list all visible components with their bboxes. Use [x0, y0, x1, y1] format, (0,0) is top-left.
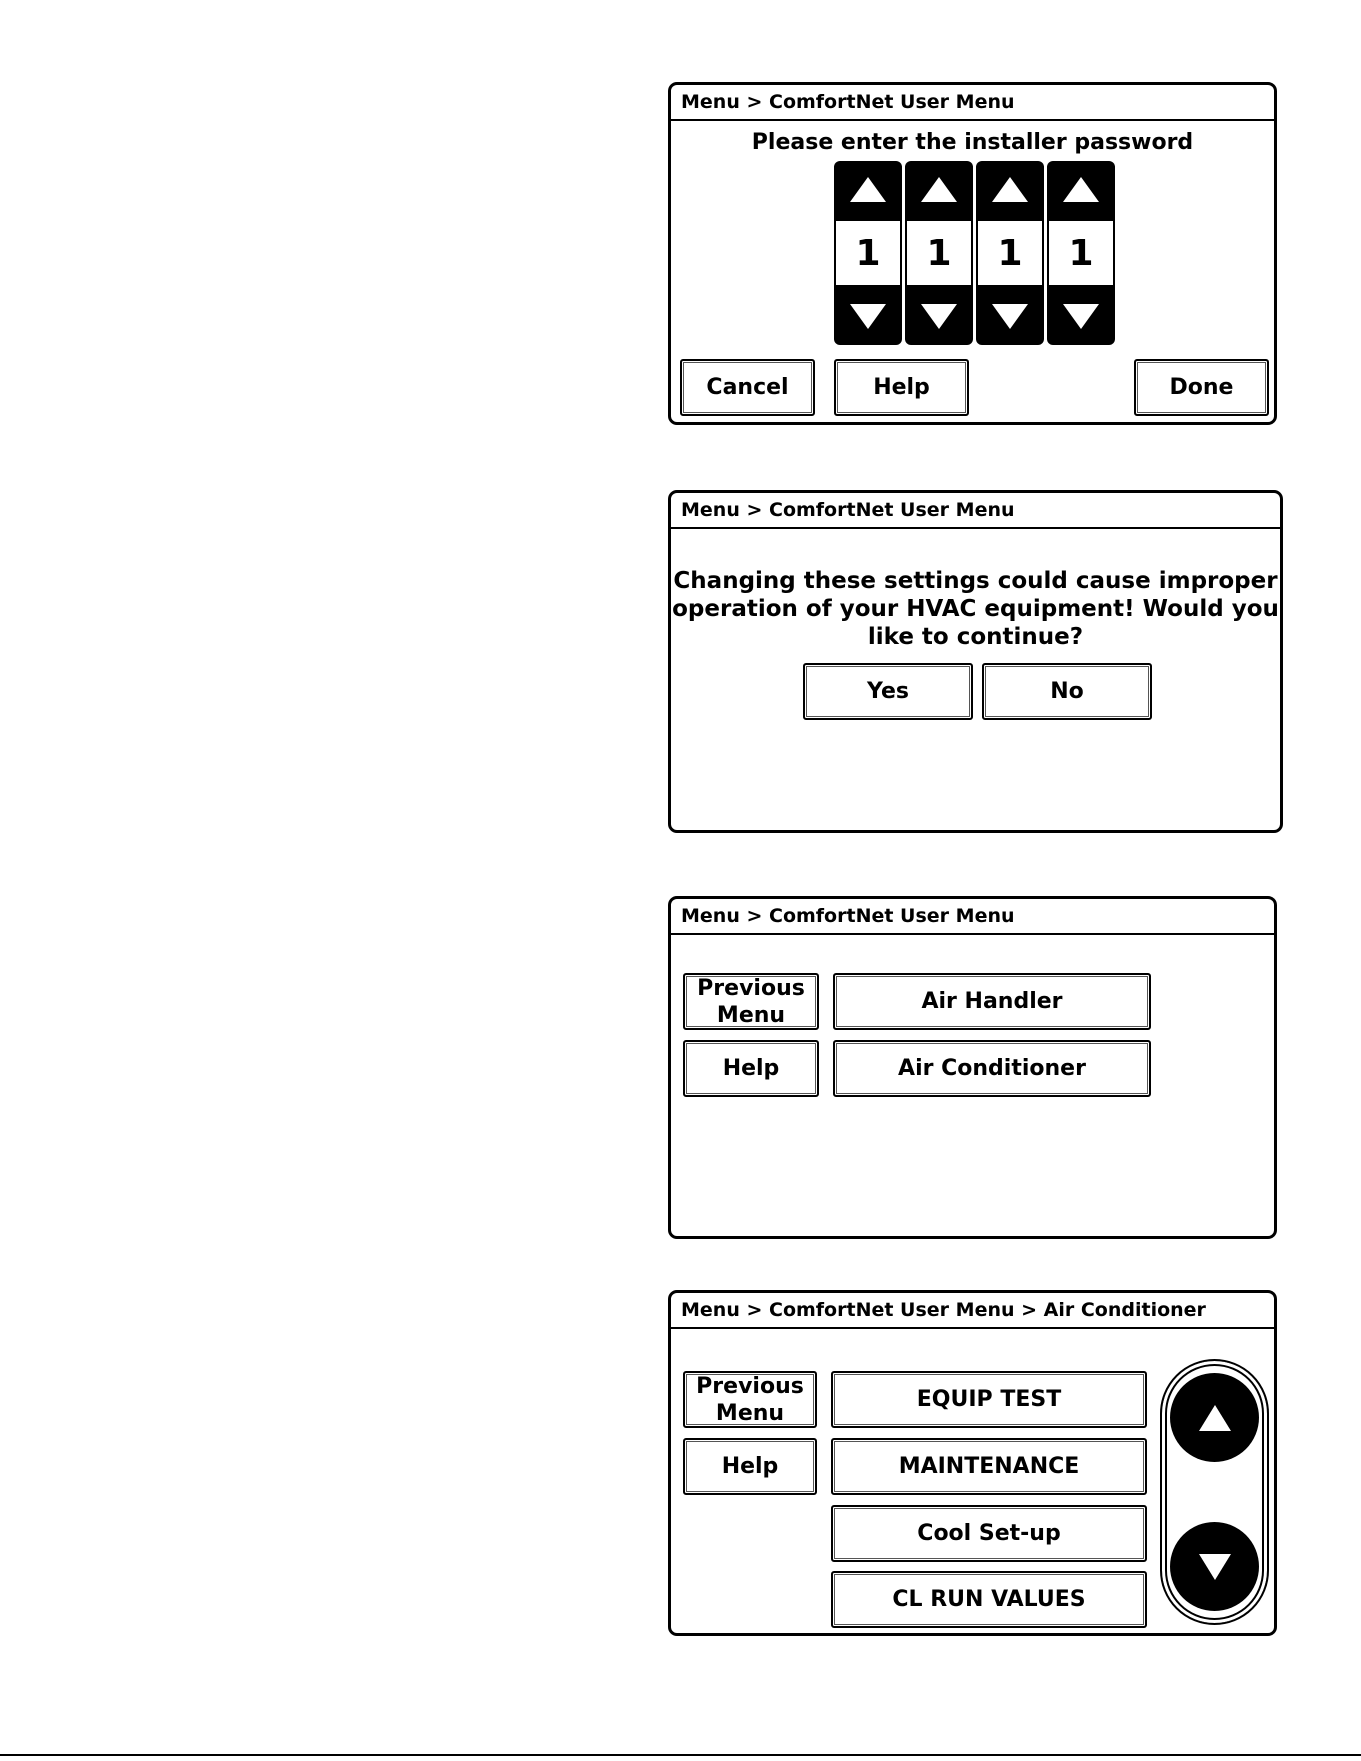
- warning-line-1: Changing these settings could cause improper: [673, 568, 1278, 594]
- menu-item-maintenance[interactable]: MAINTENANCE: [831, 1438, 1147, 1495]
- previous-label-line-1: Previous: [696, 1373, 804, 1399]
- digit-4-up-button[interactable]: [1047, 161, 1115, 217]
- digit-3-value: 1: [978, 221, 1042, 285]
- breadcrumb: Menu > ComfortNet User Menu > Air Conditioner: [671, 1293, 1274, 1329]
- scroll-up-button[interactable]: [1170, 1373, 1259, 1462]
- digit-2-down-button[interactable]: [905, 289, 973, 345]
- previous-menu-button[interactable]: [683, 1371, 817, 1428]
- menu-item-equip-test[interactable]: EQUIP TEST: [831, 1371, 1147, 1428]
- password-screen: [668, 82, 1277, 425]
- triangle-down-icon: [1061, 302, 1101, 332]
- triangle-up-icon: [848, 174, 888, 204]
- digit-1-value: 1: [836, 221, 900, 285]
- warning-screen: [668, 490, 1283, 833]
- warning-message: [671, 567, 1280, 651]
- digit-1-down-button[interactable]: [834, 289, 902, 345]
- previous-label-line-1: Previous: [697, 975, 805, 1001]
- triangle-up-icon: [990, 174, 1030, 204]
- breadcrumb: Menu > ComfortNet User Menu: [671, 899, 1274, 935]
- previous-menu-button[interactable]: [683, 973, 819, 1030]
- triangle-down-icon: [919, 302, 959, 332]
- yes-button[interactable]: Yes: [803, 663, 973, 720]
- triangle-down-icon: [990, 302, 1030, 332]
- user-menu-screen: [668, 896, 1277, 1239]
- previous-label-line-2: Menu: [716, 1002, 786, 1028]
- air-conditioner-screen: [668, 1290, 1277, 1636]
- warning-line-3: like to continue?: [867, 624, 1084, 650]
- done-button[interactable]: Done: [1134, 359, 1269, 416]
- digit-2-value: 1: [907, 221, 971, 285]
- triangle-up-icon: [1061, 174, 1101, 204]
- help-button[interactable]: Help: [834, 359, 969, 416]
- breadcrumb: Menu > ComfortNet User Menu: [671, 85, 1274, 121]
- previous-label-line-2: Menu: [715, 1400, 785, 1426]
- triangle-down-icon: [1197, 1552, 1233, 1582]
- help-button[interactable]: Help: [683, 1040, 819, 1097]
- password-digit-3: [976, 161, 1044, 345]
- breadcrumb: Menu > ComfortNet User Menu: [671, 493, 1280, 529]
- menu-item-cl-run-values[interactable]: CL RUN VALUES: [831, 1571, 1147, 1628]
- air-handler-button[interactable]: Air Handler: [833, 973, 1151, 1030]
- scroll-down-button[interactable]: [1170, 1522, 1259, 1611]
- password-digit-2: [905, 161, 973, 345]
- triangle-up-icon: [919, 174, 959, 204]
- page-footer-rule: [0, 1754, 1361, 1756]
- digit-3-up-button[interactable]: [976, 161, 1044, 217]
- digit-3-down-button[interactable]: [976, 289, 1044, 345]
- triangle-down-icon: [848, 302, 888, 332]
- digit-4-value: 1: [1049, 221, 1113, 285]
- digit-1-up-button[interactable]: [834, 161, 902, 217]
- password-digit-1: [834, 161, 902, 345]
- no-button[interactable]: No: [982, 663, 1152, 720]
- scroll-control: [1160, 1359, 1269, 1625]
- password-prompt: Please enter the installer password: [751, 130, 1194, 155]
- menu-item-cool-setup[interactable]: Cool Set-up: [831, 1505, 1147, 1562]
- triangle-up-icon: [1197, 1403, 1233, 1433]
- digit-4-down-button[interactable]: [1047, 289, 1115, 345]
- air-conditioner-button[interactable]: Air Conditioner: [833, 1040, 1151, 1097]
- warning-line-2: operation of your HVAC equipment! Would you: [672, 596, 1279, 622]
- help-button[interactable]: Help: [683, 1438, 817, 1495]
- cancel-button[interactable]: Cancel: [680, 359, 815, 416]
- password-digit-4: [1047, 161, 1115, 345]
- digit-2-up-button[interactable]: [905, 161, 973, 217]
